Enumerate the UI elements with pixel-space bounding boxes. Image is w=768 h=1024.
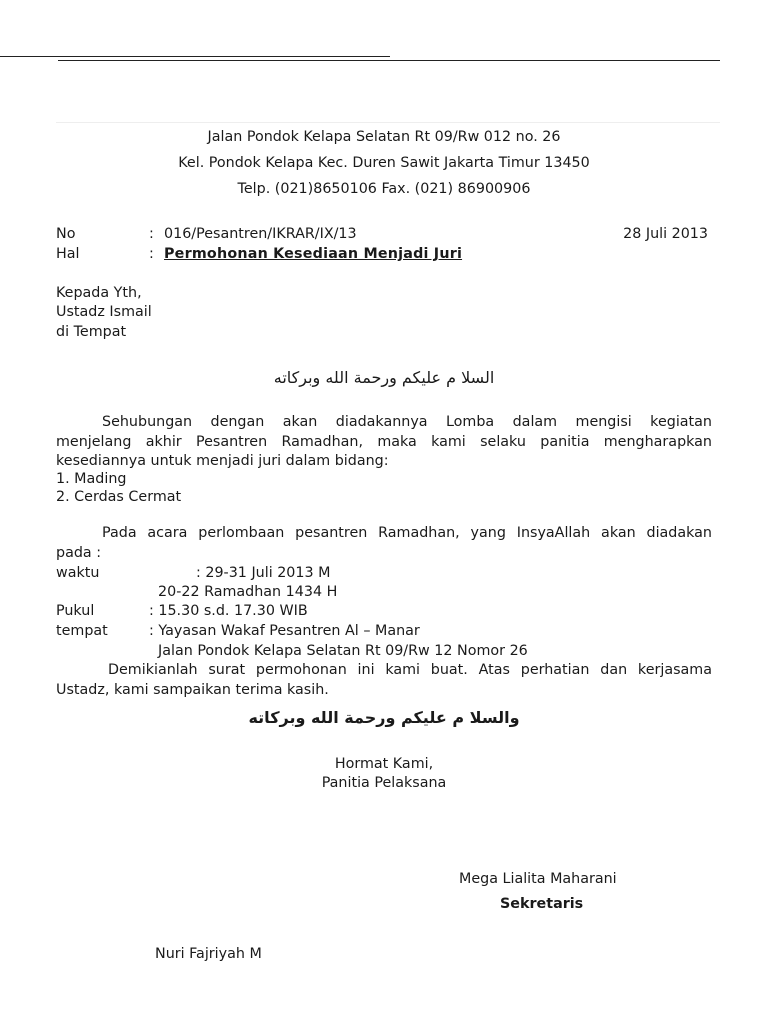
- letter-date: 28 Juli 2013: [623, 226, 708, 242]
- letterhead-rule-long: [58, 60, 720, 61]
- tempat-label: tempat: [56, 623, 108, 639]
- tempat-address: Jalan Pondok Kelapa Selatan Rt 09/Rw 12 Nomor 26: [158, 643, 528, 659]
- para1-line1: [102, 414, 712, 431]
- waktu-value: : 29-31 Juli 2013 M: [196, 565, 331, 581]
- hal-label: Hal: [56, 246, 80, 262]
- para1-line1-text: Sehubungan dengan akan diadakannya Lomba dalam mengisi kegiatan: [102, 414, 712, 430]
- para2-line2: pada :: [56, 545, 102, 561]
- list-item-mading: 1. Mading: [56, 471, 127, 487]
- recipient-name: Ustadz Ismail: [56, 304, 152, 320]
- para1-line2-text: menjelang akhir Pesantren Ramadhan, maka kami selaku panitia mengharapkan: [56, 434, 712, 450]
- recipient-place: di Tempat: [56, 324, 127, 340]
- closing-line2: Ustadz, kami sampaikan terima kasih.: [56, 682, 329, 698]
- recipient-line1: Kepada Yth,: [56, 285, 142, 301]
- signer1-title: Sekretaris: [500, 896, 584, 912]
- para1-line2: [56, 434, 712, 451]
- regards-text: Hormat Kami,: [334, 756, 434, 772]
- signer1-name: Mega Lialita Maharani: [459, 871, 617, 887]
- opening-greeting: السلا م عليكم ورحمة الله وبركاته: [273, 368, 495, 387]
- no-label: No: [56, 226, 76, 242]
- pukul-value: : 15.30 s.d. 17.30 WIB: [149, 603, 308, 619]
- letterhead-rule-short: [0, 56, 390, 57]
- para2-line1: [102, 525, 712, 542]
- para2-line1-text: Pada acara perlombaan pesantren Ramadhan, yang InsyaAllah akan diadakan: [102, 525, 712, 541]
- signer2-name: Nuri Fajriyah M: [155, 946, 262, 962]
- letterhead-address-line1: Jalan Pondok Kelapa Selatan Rt 09/Rw 012 no. 26: [207, 129, 561, 145]
- closing-line1-text: Demikianlah surat permohonan ini kami buat. Atas perhatian dan kerjasama: [108, 662, 712, 678]
- committee-name: Panitia Pelaksana: [321, 775, 447, 791]
- list-item-cerdas-cermat: 2. Cerdas Cermat: [56, 489, 182, 505]
- letterhead-phone-line: Telp. (021)8650106 Fax. (021) 86900906: [237, 181, 531, 197]
- hal-colon: :: [149, 246, 154, 262]
- waktu-label: waktu: [56, 565, 100, 581]
- no-colon: :: [149, 226, 154, 242]
- letterhead-faint-rule: [56, 122, 720, 123]
- letterhead-address-line2: Kel. Pondok Kelapa Kec. Duren Sawit Jakarta Timur 13450: [178, 155, 590, 171]
- letter-subject: Permohonan Kesediaan Menjadi Juri: [164, 246, 463, 262]
- pukul-label: Pukul: [56, 603, 95, 619]
- closing-line1: [108, 662, 712, 679]
- tempat-value: : Yayasan Wakaf Pesantren Al – Manar: [149, 623, 420, 639]
- letter-number: 016/Pesantren/IKRAR/IX/13: [164, 226, 357, 242]
- para1-line3: kesediannya untuk menjadi juri dalam bidang:: [56, 453, 389, 469]
- closing-greeting: والسلا م عليكم ورحمة الله وبركاته: [248, 708, 520, 727]
- waktu-value-hijri: 20-22 Ramadhan 1434 H: [158, 584, 338, 600]
